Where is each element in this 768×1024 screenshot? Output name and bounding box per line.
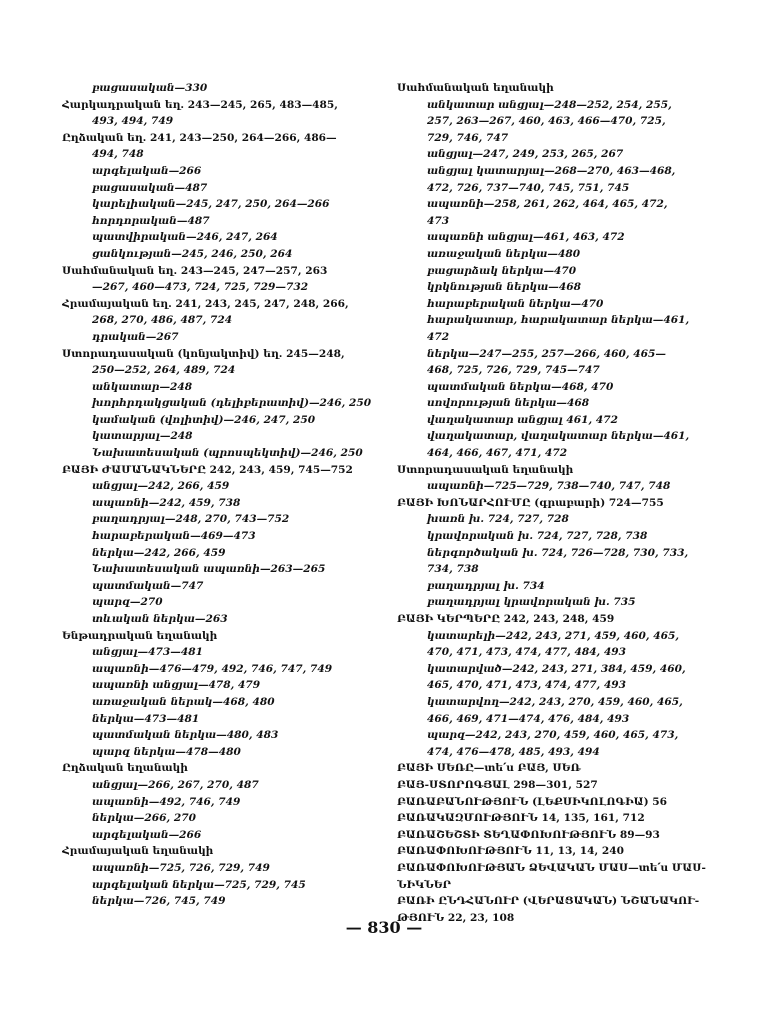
index-line: կատարելի—242, 243, 271, 459, 460, 465, (427, 629, 680, 642)
index-line: ԲԱՅԻ ԿԵՐՊԵՐԸ 242, 243, 248, 459 (397, 613, 615, 625)
index-line: սովորության ներկա—468 (427, 397, 590, 410)
index-line: ԲԱՅԻ ԽՈՆԱՐՀՈՒՄԸ (գրաբարի) 724—755 (397, 496, 664, 509)
index-line: դրական—267 (92, 330, 179, 343)
index-line: 493, 494, 749 (92, 115, 174, 128)
index-line: բաղադրյալ կրավորական խ. 735 (427, 596, 636, 609)
index-line: պատվիրական—246, 247, 264 (92, 231, 278, 244)
index-line: 472, 726, 737—740, 745, 751, 745 (427, 181, 630, 194)
index-line: վաղակատար, վաղակատար ներկա—461, (427, 430, 690, 443)
index-line: 465, 470, 471, 473, 474, 477, 493 (427, 679, 627, 692)
index-line: Սահմանական եղ. 243—245, 247—257, 263 (62, 264, 328, 277)
index-line: ներկա—473—481 (92, 712, 200, 725)
index-line: ԲԱՅԻ ԺԱՄԱՆԱԿՆԵՐԸ 242, 243, 459, 745—752 (62, 463, 353, 476)
index-line: 250—252, 264, 489, 724 (92, 364, 236, 377)
index-line: պատմական—747 (92, 579, 204, 592)
index-line: ԲԱՌԱՓՈԽՈՒԹՅԱՆ ՁԵՎԱԿԱՆ ՄԱՍ—տե՛ս ՄԱՍ- (397, 861, 706, 874)
index-line: 474, 476—478, 485, 493, 494 (427, 745, 600, 758)
index-line: Ենթադրական եղանակի (62, 629, 218, 642)
index-line: արգելական ներկա—725, 729, 745 (92, 878, 306, 891)
index-line: Հարկադրական եղ. 243—245, 265, 483—485, (62, 98, 338, 111)
index-line: հարակատար, հարակատար ներկա—461, (427, 314, 690, 327)
index-column-left (62, 80, 380, 910)
index-line: բաղադրյալ խ. 734 (427, 579, 545, 592)
index-line: ներկա—726, 745, 749 (92, 895, 226, 908)
index-line: 464, 466, 467, 471, 472 (427, 447, 568, 460)
index-line: անցյալ կատարյալ—268—270, 463—468, (427, 164, 676, 177)
index-line: ներկա—247—255, 257—266, 460, 465— (427, 347, 666, 360)
index-line: բացարձակ ներկա—470 (427, 264, 577, 277)
index-line: Նախատեսական ապառնի—263—265 (92, 563, 326, 576)
index-line: կրկնության ներկա—468 (427, 281, 581, 294)
index-line: 468, 725, 726, 729, 745—747 (427, 364, 600, 377)
index-line: արգելական—266 (92, 828, 202, 841)
index-line: խորհրդակցական (դելիբերատիվ)—246, 250 (92, 397, 372, 410)
index-line: Սահմանական եղանակի (397, 82, 554, 94)
index-line: —267, 460—473, 724, 725, 729—732 (92, 281, 309, 294)
index-line: ապառնի—476—479, 492, 746, 747, 749 (92, 662, 333, 675)
index-line: ԹՅՈՒՆ 22, 23, 108 (397, 911, 515, 924)
index-line: պատմական ներկա—480, 483 (92, 729, 279, 742)
index-line: հարաբերական ներկա—470 (427, 297, 604, 310)
index-line: բացասական—330 (92, 82, 208, 94)
index-line: կրավորական խ. 724, 727, 728, 738 (427, 530, 648, 543)
index-line: 466, 469, 471—474, 476, 484, 493 (427, 712, 630, 725)
index-line: Հրամայական եղանակի (62, 845, 214, 858)
index-line: անկատար—248 (92, 380, 193, 393)
index-line: անկատար անցյալ—248—252, 254, 255, (427, 98, 672, 111)
index-line: ՆԻԿՆԵՐ (397, 878, 452, 891)
index-line: բաղադրյալ—248, 270, 743—752 (92, 513, 290, 526)
index-line: ԲԱՅԻ ՍԵՌԸ—տե՛ս ԲԱՅ, ՍԵՌ (397, 762, 581, 775)
index-line: ներգործական խ. 724, 726—728, 730, 733, (427, 546, 689, 559)
index-line: պարզ ներկա—478—480 (92, 745, 241, 758)
index-line: Ըղձական եղ. 241, 243—250, 264—266, 486— (62, 131, 337, 144)
index-line: ապառնի—258, 261, 262, 464, 465, 472, (427, 198, 668, 211)
index-line: ապառնի—725—729, 738—740, 747, 748 (427, 480, 671, 493)
index-line: 268, 270, 486, 487, 724 (92, 314, 233, 327)
index-line: տևական ներկա—263 (92, 613, 228, 625)
index-line: ներկա—266, 270 (92, 812, 196, 825)
index-line: 473 (427, 214, 450, 227)
index-line: անցյալ—473—481 (92, 646, 203, 659)
index-line: Ստորադասական (կոնյակտիվ) եղ. 245—248, (62, 347, 345, 360)
index-line: ապառնի—492, 746, 749 (92, 795, 241, 808)
index-line: արգելական—266 (92, 164, 202, 177)
index-line: ապառնի—725, 726, 729, 749 (92, 861, 270, 874)
index-line: ներկա—242, 266, 459 (92, 546, 226, 559)
index-line: ցանկության—245, 246, 250, 264 (92, 247, 293, 260)
index-line: Ըղձական եղանակի (62, 762, 188, 775)
index-line: ԲԱՌԱԿԱԶՄՈՒԹՅՈՒՆ 14, 135, 161, 712 (397, 812, 645, 825)
index-line: 734, 738 (427, 563, 479, 576)
index-line: ԲԱՌԱՇԵՇՏԻ ՏԵՂԱՓՈԽՈՒԹՅՈՒՆ 89—93 (397, 828, 660, 841)
index-line: անցյալ—242, 266, 459 (92, 480, 230, 493)
index-line: կատարյալ—248 (92, 430, 193, 443)
index-line: առաջական ներկա—480 (427, 247, 581, 260)
index-line: 729, 746, 747 (427, 131, 509, 144)
index-line: Նախատեսական (պրոսպեկտիվ)—246, 250 (92, 447, 363, 460)
index-line: 494, 748 (92, 148, 144, 161)
index-line: ապառնի անցյալ—478, 479 (92, 679, 261, 692)
index-line: ԲԱՌԻ ԸՆԴՀԱՆՈՒՐ (ՎԵՐԱՑԱԿԱՆ) ՆՇԱՆԱԿՈՒ- (397, 895, 700, 908)
index-line: պարզ—270 (92, 596, 163, 609)
index-line: բացասական—487 (92, 181, 208, 194)
index-line: ապառնի—242, 459, 738 (92, 496, 241, 509)
index-line: կամական (վոլիտիվ)—246, 247, 250 (92, 413, 316, 426)
index-line: կարելիական—245, 247, 250, 264—266 (92, 198, 330, 211)
index-line: կատարված—242, 243, 271, 384, 459, 460, (427, 662, 686, 675)
index-line: վաղակատար անցյալ 461, 472 (427, 413, 619, 426)
index-line: ԲԱՌԱԲԱՆՈՒԹՅՈՒՆ (ԼԵՔՍԻԿՈԼՈԳԻԱ) 56 (397, 795, 668, 808)
index-line: առաջական ներակ—468, 480 (92, 695, 275, 708)
index-column-right (397, 80, 709, 926)
index-line: հորդորական—487 (92, 214, 210, 227)
index-line: Ստորադասական եղանակի (397, 463, 574, 476)
index-line: 470, 471, 473, 474, 477, 484, 493 (427, 646, 627, 659)
index-line: Հրամայական եղ. 241, 243, 245, 247, 248, 266, (62, 297, 349, 310)
index-line: խառն խ. 724, 727, 728 (427, 513, 569, 526)
index-line: պարզ—242, 243, 270, 459, 460, 465, 473, (427, 729, 679, 742)
index-line: ապառնի անցյալ—461, 463, 472 (427, 231, 625, 244)
index-line: ԲԱՌԱՓՈԽՈՒԹՅՈՒՆ 11, 13, 14, 240 (397, 845, 625, 858)
index-line: անցյալ—266, 267, 270, 487 (92, 778, 259, 791)
index-line: կատարվող—242, 243, 270, 459, 460, 465, (427, 695, 683, 708)
index-line: ԲԱՅ-ՍՏՈՐՈԳՅԱԼ 298—301, 527 (397, 778, 598, 791)
index-line: անցյալ—247, 249, 253, 265, 267 (427, 148, 624, 161)
index-line: 257, 263—267, 460, 463, 466—470, 725, (427, 115, 666, 128)
index-line: 472 (427, 330, 450, 343)
index-line: հարաբերական—469—473 (92, 530, 256, 543)
page-number: — 830 — (345, 918, 423, 937)
index-line: պատմական ներկա—468, 470 (427, 380, 614, 393)
